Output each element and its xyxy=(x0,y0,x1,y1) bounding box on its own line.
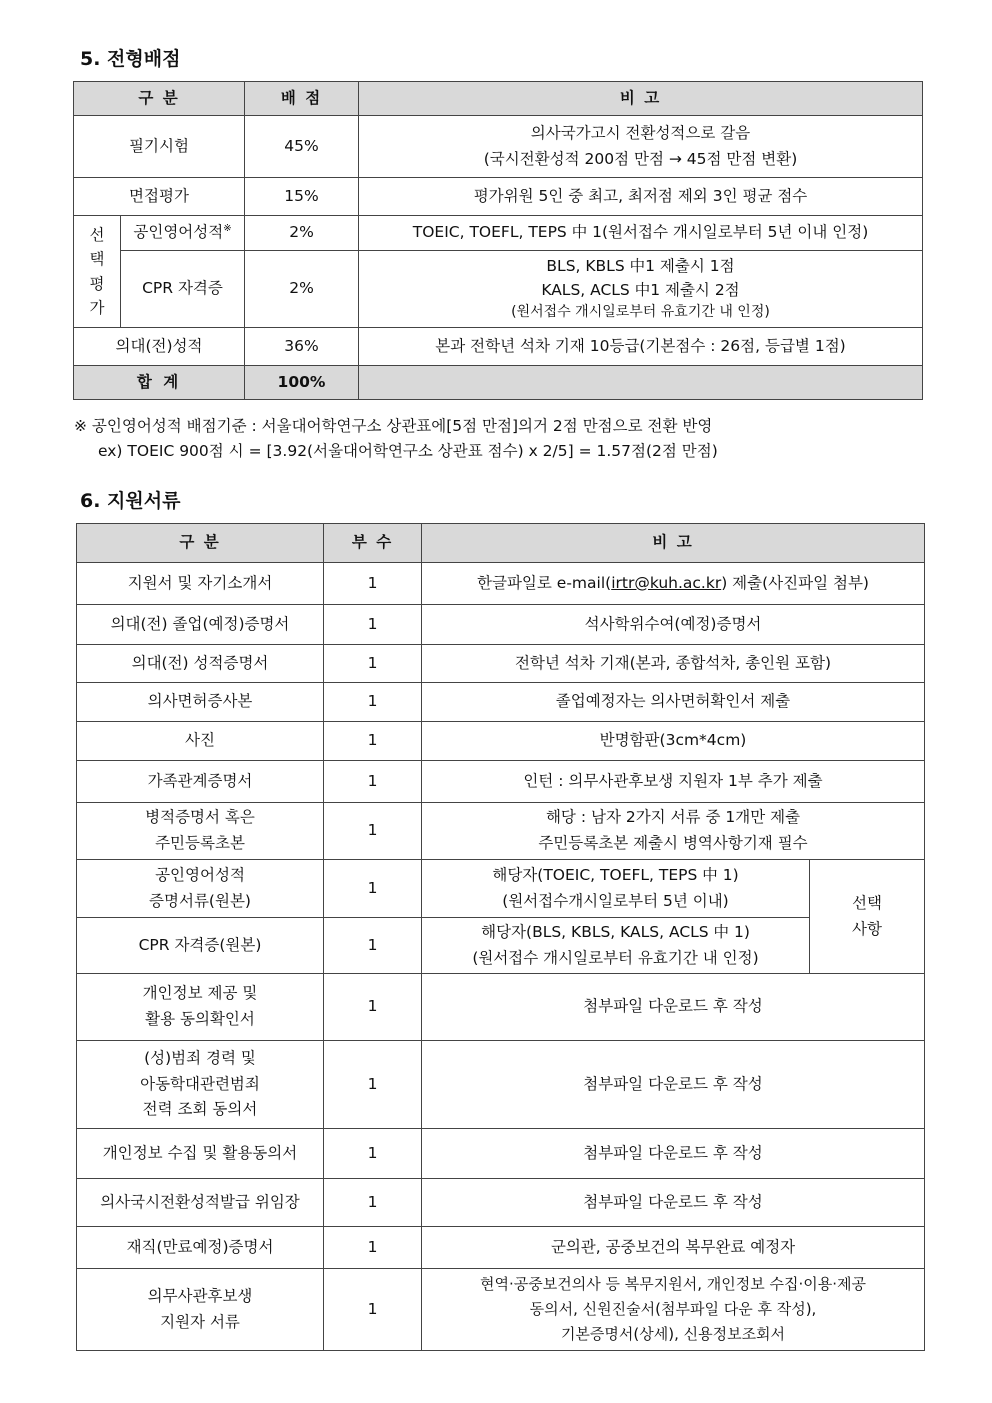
doc-note: 반명함판(3cm*4cm) xyxy=(422,722,925,761)
doc-note: 첨부파일 다운로드 후 작성 xyxy=(422,974,925,1041)
doc-label: CPR 자격증(원본) xyxy=(77,918,324,974)
optional-line: 사항 xyxy=(852,919,882,938)
footnote-line: ※ 공인영어성적 배점기준 : 서울대어학연구소 상관표에[5점 만점]의거 2점 만점으로 전환 반영 xyxy=(74,417,713,435)
doc-label xyxy=(77,860,324,918)
table-row xyxy=(74,116,923,178)
total-note xyxy=(359,366,923,400)
doc-label: 의대(전) 졸업(예정)증명서 xyxy=(77,605,324,645)
doc-note xyxy=(422,918,810,974)
doc-note: 졸업예정자는 의사면허확인서 제출 xyxy=(422,683,925,722)
doc-label: 의사국시전환성적발급 위임장 xyxy=(77,1179,324,1227)
doc-label xyxy=(77,1269,324,1351)
group-char: 택 xyxy=(89,250,105,269)
score-label: CPR 자격증 xyxy=(121,251,245,328)
score-value: 36% xyxy=(245,328,359,366)
doc-note-line: 해당자(BLS, KBLS, KALS, ACLS 中 1) xyxy=(481,922,750,941)
doc-label-line: 의무사관후보생 xyxy=(147,1286,253,1305)
doc-note-line: (원서접수개시일로부터 5년 이내) xyxy=(502,891,729,910)
score-label: 의대(전)성적 xyxy=(74,328,245,366)
doc-label-line: 활용 동의확인서 xyxy=(145,1010,255,1028)
score-note xyxy=(359,251,923,328)
doc-note: 첨부파일 다운로드 후 작성 xyxy=(422,1041,925,1129)
score-label: 필기시험 xyxy=(74,116,245,178)
table-row xyxy=(74,251,923,328)
score-footnote xyxy=(74,414,718,464)
score-note xyxy=(359,116,923,178)
doc-count: 1 xyxy=(324,761,422,803)
doc-label: 의대(전) 성적증명서 xyxy=(77,645,324,683)
doc-note-line: 현역·공중보건의사 등 복무지원서, 개인정보 수집·이용·제공 xyxy=(480,1275,866,1294)
doc-count: 1 xyxy=(324,645,422,683)
doc-label-line: 개인정보 제공 및 xyxy=(142,984,258,1003)
doc-count: 1 xyxy=(324,722,422,761)
table-row xyxy=(77,1179,925,1227)
doc-note-line: 동의서, 신원진술서(첨부파일 다운 후 작성), xyxy=(529,1300,817,1319)
note-mark: ※ xyxy=(223,223,232,235)
score-value: 2% xyxy=(245,251,359,328)
section6-title: 6. 지원서류 xyxy=(80,490,181,512)
doc-label-line: 지원자 서류 xyxy=(160,1312,240,1331)
group-char: 가 xyxy=(89,298,105,317)
doc-note: 인턴 : 의무사관후보생 지원자 1부 추가 제출 xyxy=(422,761,925,803)
table-row xyxy=(77,803,925,860)
doc-note-line: 해당 : 남자 2가지 서류 중 1개만 제출 xyxy=(545,808,801,827)
table-row xyxy=(74,216,923,251)
score-value: 2% xyxy=(245,216,359,251)
doc-note xyxy=(422,803,925,860)
doc-note: 전학년 석차 기재(본과, 종합석차, 총인원 포함) xyxy=(422,645,925,683)
doc-note-text: ) 제출(사진파일 첨부) xyxy=(721,573,869,592)
table-row xyxy=(77,761,925,803)
doc-label-line: 전력 조회 동의서 xyxy=(142,1100,258,1119)
docs-header-count: 부 수 xyxy=(324,524,422,563)
table-row xyxy=(77,1269,925,1351)
doc-label xyxy=(77,803,324,860)
group-char: 선 xyxy=(89,226,105,245)
email-link[interactable]: irtr@kuh.ac.kr xyxy=(611,573,722,592)
table-row xyxy=(77,1129,925,1179)
doc-label xyxy=(77,1041,324,1129)
table-row xyxy=(77,605,925,645)
table-row xyxy=(77,918,925,974)
doc-label-line: 증명서류(원본) xyxy=(149,891,251,910)
docs-header-category: 구 분 xyxy=(77,524,324,563)
doc-count: 1 xyxy=(324,803,422,860)
doc-note xyxy=(422,1269,925,1351)
group-char: 평 xyxy=(89,274,105,293)
score-label xyxy=(121,216,245,251)
doc-count: 1 xyxy=(324,860,422,918)
doc-note-line: 해당자(TOEIC, TOEFL, TEPS 中 1) xyxy=(492,865,739,884)
score-header-category: 구 분 xyxy=(74,82,245,116)
doc-note-line: 주민등록초본 제출시 병역사항기재 필수 xyxy=(538,834,808,852)
doc-note xyxy=(422,563,925,605)
doc-note xyxy=(422,860,810,918)
doc-count: 1 xyxy=(324,918,422,974)
doc-note: 석사학위수여(예정)증명서 xyxy=(422,605,925,645)
doc-count: 1 xyxy=(324,563,422,605)
table-row xyxy=(77,683,925,722)
doc-label-line: 아동학대관련범죄 xyxy=(140,1074,260,1093)
doc-label-line: 공인영어성적 xyxy=(155,865,245,884)
doc-label-line: (성)범죄 경력 및 xyxy=(144,1049,256,1068)
score-note-line: BLS, KBLS 中1 제출시 1점 xyxy=(546,257,735,276)
total-value: 100% xyxy=(245,366,359,400)
doc-count: 1 xyxy=(324,1179,422,1227)
score-label: 면접평가 xyxy=(74,178,245,216)
score-note: 본과 전학년 석차 기재 10등급(기본점수 : 26점, 등급별 1점) xyxy=(359,328,923,366)
doc-label: 사진 xyxy=(77,722,324,761)
optional-eval-group-label xyxy=(74,216,121,328)
doc-note-line: 기본증명서(상세), 신용정보조회서 xyxy=(560,1324,786,1343)
doc-count: 1 xyxy=(324,683,422,722)
section5-title: 5. 전형배점 xyxy=(80,48,181,70)
doc-label xyxy=(77,974,324,1041)
table-row xyxy=(77,722,925,761)
doc-count: 1 xyxy=(324,974,422,1041)
score-note: TOEIC, TOEFL, TEPS 中 1(원서접수 개시일로부터 5년 이내 인정) xyxy=(359,216,923,251)
score-table xyxy=(73,81,923,400)
total-label: 합 계 xyxy=(74,366,245,400)
table-row xyxy=(77,563,925,605)
score-header-note: 비 고 xyxy=(359,82,923,116)
doc-note-line: (원서접수 개시일로부터 유효기간 내 인정) xyxy=(472,948,759,967)
footnote-line: ex) TOEIC 900점 시 = [3.92(서울대어학연구소 상관표 점수) x 2/5] = 1.57점(2점 만점) xyxy=(98,441,718,460)
table-row xyxy=(77,645,925,683)
doc-count: 1 xyxy=(324,1227,422,1269)
total-row xyxy=(74,366,923,400)
doc-label-line: 병적증명서 혹은 xyxy=(145,808,255,827)
table-row xyxy=(77,860,925,918)
documents-table xyxy=(76,523,925,1351)
score-value: 45% xyxy=(245,116,359,178)
score-note-line: (국시전환성적 200점 만점 → 45점 만점 변환) xyxy=(483,149,798,168)
table-row xyxy=(77,974,925,1041)
table-row xyxy=(74,178,923,216)
doc-note: 군의관, 공중보건의 복무완료 예정자 xyxy=(422,1227,925,1269)
docs-header-note: 비 고 xyxy=(422,524,925,563)
doc-label: 개인정보 수집 및 활용동의서 xyxy=(77,1129,324,1179)
doc-count: 1 xyxy=(324,1269,422,1351)
table-row xyxy=(74,328,923,366)
table-row xyxy=(77,1227,925,1269)
doc-note: 첨부파일 다운로드 후 작성 xyxy=(422,1179,925,1227)
score-note-line: 의사국가고시 전환성적으로 갈음 xyxy=(530,123,751,142)
doc-label: 지원서 및 자기소개서 xyxy=(77,563,324,605)
optional-items-label xyxy=(810,860,925,974)
score-note-line: KALS, ACLS 中1 제출시 2점 xyxy=(541,280,740,299)
score-header-score: 배 점 xyxy=(245,82,359,116)
doc-label: 의사면허증사본 xyxy=(77,683,324,722)
doc-count: 1 xyxy=(324,605,422,645)
score-note-line: (원서접수 개시일로부터 유효기간 내 인정) xyxy=(511,303,770,320)
doc-label: 재직(만료예정)증명서 xyxy=(77,1227,324,1269)
score-value: 15% xyxy=(245,178,359,216)
table-row xyxy=(77,1041,925,1129)
doc-label-line: 주민등록초본 xyxy=(155,834,245,852)
doc-count: 1 xyxy=(324,1041,422,1129)
doc-note-text: 한글파일로 e-mail( xyxy=(477,573,612,592)
optional-line: 선택 xyxy=(852,893,882,912)
english-label: 공인영어성적 xyxy=(133,223,224,242)
doc-label: 가족관계증명서 xyxy=(77,761,324,803)
doc-count: 1 xyxy=(324,1129,422,1179)
score-note: 평가위원 5인 중 최고, 최저점 제외 3인 평균 점수 xyxy=(359,178,923,216)
doc-note: 첨부파일 다운로드 후 작성 xyxy=(422,1129,925,1179)
